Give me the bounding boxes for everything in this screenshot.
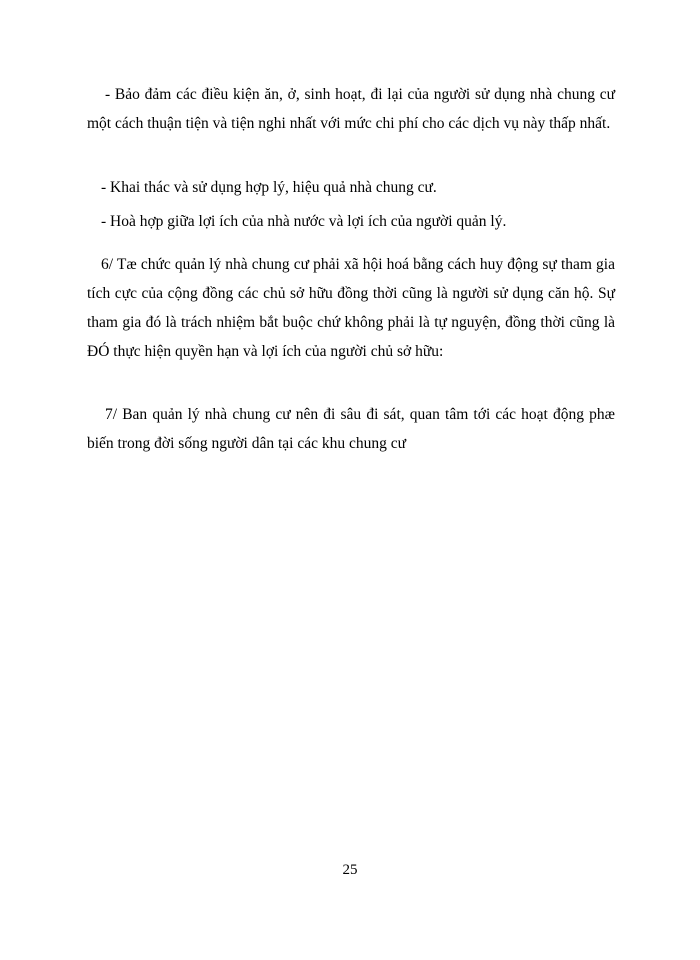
page-number: 25 xyxy=(342,862,358,878)
paragraph-item-6: 6/ Tæ chức quản lý nhà chung cư phải xã hội hoá bằng cách huy động sự tham gia tích cực của cộng đồng các chủ sở hữu đồng thời cũng là người sử dụng căn hộ. Sự tham gia đó là trách nhiệm bắt buộc chứ không phải là tự nguyện, đồng thời cũng là ĐÓ thực hiện quyền hạn và lợi ích của người chủ sở hữu: xyxy=(87,256,615,360)
paragraph-living-conditions: - Bảo đảm các điều kiện ăn, ở, sinh hoạt, đi lại của người sử dụng nhà chung cư một cách thuận tiện và tiện nghi nhất với mức chi phí cho các dịch vụ này thấp nhất. xyxy=(87,86,615,132)
paragraph-effective-use: - Khai thác và sử dụng hợp lý, hiệu quả nhà chung cư. xyxy=(101,179,437,196)
paragraph-item-7: 7/ Ban quản lý nhà chung cư nên đi sâu đi sát, quan tâm tới các hoạt động phæ biến trong đời sống người dân tại các khu chung cư xyxy=(87,406,615,452)
paragraph-harmony-of-interests: - Hoà hợp giữa lợi ích của nhà nước và lợi ích của người quản lý. xyxy=(101,213,507,230)
